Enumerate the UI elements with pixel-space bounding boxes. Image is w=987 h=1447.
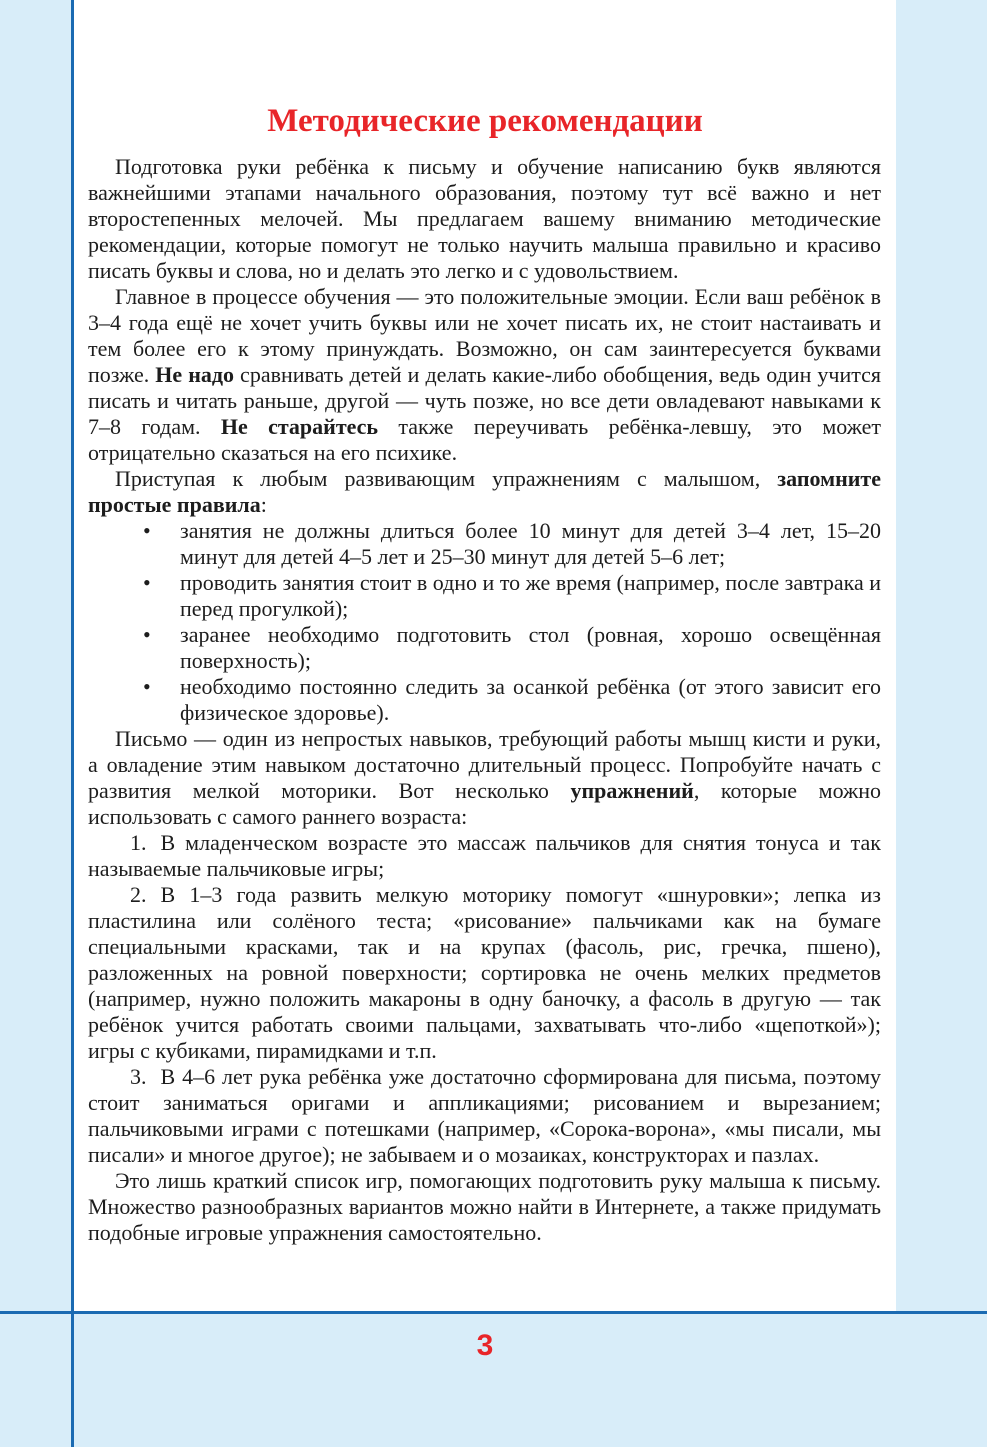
page-content-area <box>74 0 896 1311</box>
text-run: необходимо постоянно следить за осанкой ребёнка (от этого зависит его физическое здоровье). <box>180 674 881 725</box>
text-run: проводить занятия стоит в одно и то же время (например, после завтрака и перед прогулкой); <box>180 570 881 621</box>
page-body <box>74 144 896 1246</box>
text-run: Подготовка руки ребёнка к письму и обучение написанию букв являются важнейшими этапами начального образования, поэтому тут всё важно и нет второстепенных мелочей. Мы предлагаем вашему вниманию методические рекомендации, которые помогут не только научить малыша правильно и красиво писать буквы и слова, но и делать это легко и с удовольствием. <box>88 154 881 283</box>
bullet-item <box>88 570 881 622</box>
bullet-item <box>88 674 881 726</box>
right-margin-strip <box>896 0 987 1447</box>
text-run: В 4–6 лет рука ребёнка уже достаточно сформирована для письма, поэтому стоит заниматься оригами и аппликациями; рисованием и вырезанием; пальчиковыми играми с потешками (например, «Сорока-ворона», «мы писали, мы писали» и многое другое); не забываем и о мозаиках, конструкторах и пазлах. <box>88 1064 881 1167</box>
bold-text-run: Не надо <box>155 362 235 387</box>
paragraph <box>88 1168 881 1246</box>
item-number: 1. <box>130 830 147 855</box>
text-run: занятия не должны длиться более 10 минут для детей 3–4 лет, 15–20 минут для детей 4–5 лет и 25–30 минут для детей 5–6 лет; <box>180 518 881 569</box>
item-number: 2. <box>130 882 147 907</box>
paragraph <box>88 466 881 518</box>
text-run: также переучивать ребёнка-левшу, это может отрицательно сказаться на его психике. <box>88 414 881 465</box>
text-run: В младенческом возрасте это массаж пальчиков для снятия тонуса и так называемые пальчиковые игры; <box>88 830 881 881</box>
text-run: : <box>260 492 267 517</box>
bullet-item <box>88 518 881 570</box>
numbered-item <box>88 1064 881 1168</box>
text-run: сравнивать детей и делать какие-либо обобщения, ведь один учится писать и читать раньше, другой — чуть позже, но все дети овладевают навыками к 7–8 годам. <box>88 362 881 439</box>
bullet-marker-icon: • <box>143 674 151 699</box>
bullet-marker-icon: • <box>143 570 151 595</box>
text-run: Это лишь краткий список игр, помогающих подготовить руку малыша к письму. Множество разнообразных вариантов можно найти в Интернете, а также придумать подобные игровые упражнения самостоятельно. <box>88 1168 881 1245</box>
paragraph <box>88 726 881 830</box>
text-run: Главное в процессе обучения — это положительные эмоции. Если ваш ребёнок в 3–4 года ещё не хочет учить буквы или не хочет писать их, не стоит настаивать и тем более его к этому принуждать. Возможно, он сам заинтересуется буквами позже. <box>88 284 881 387</box>
text-run: , которые можно использовать с самого раннего возраста: <box>88 778 882 829</box>
left-margin-strip <box>0 0 71 1447</box>
text-run: В 1–3 года развить мелкую моторику помогут «шнуровки»; лепка из пластилина или солёного теста; «рисование» пальчиками как на бумаге специальными красками, так и на крупах (фасоль, рис, гречка, пшено), разложенных на ровной поверхности; сортировка не очень мелких предметов (например, нужно положить макароны в одну баночку, а фасоль в другую — так ребёнок учится работать своими пальцами, захватывать что-либо «щепоткой»); игры с кубиками, пирамидками и т.п. <box>88 882 881 1063</box>
text-run: Письмо — один из непростых навыков, требующий работы мышц кисти и руки, а овладение этим навыком достаточно длительный процесс. Попробуйте начать с развития мелкой моторики. Вот несколько <box>88 726 881 803</box>
numbered-item <box>88 882 881 1064</box>
page-title: Методические рекомендации <box>267 103 703 139</box>
text-run: Приступая к любым развивающим упражнениям с малышом, <box>115 466 778 491</box>
numbered-item <box>88 830 881 882</box>
paragraph <box>88 154 881 284</box>
paragraph <box>88 284 881 466</box>
bullet-item <box>88 622 881 674</box>
bullet-marker-icon: • <box>143 622 151 647</box>
bullet-marker-icon: • <box>143 518 151 543</box>
text-run: заранее необходимо подготовить стол (ровная, хорошо освещённая поверхность); <box>180 622 881 673</box>
footer-frame-line <box>0 1311 987 1314</box>
bold-text-run: упражнений <box>570 778 694 803</box>
bold-text-run: Не старайтесь <box>220 414 379 439</box>
left-frame-line <box>71 0 74 1447</box>
item-number: 3. <box>130 1064 147 1089</box>
bold-text-run: запомните простые правила <box>88 466 881 517</box>
page-number: 3 <box>476 1329 494 1362</box>
